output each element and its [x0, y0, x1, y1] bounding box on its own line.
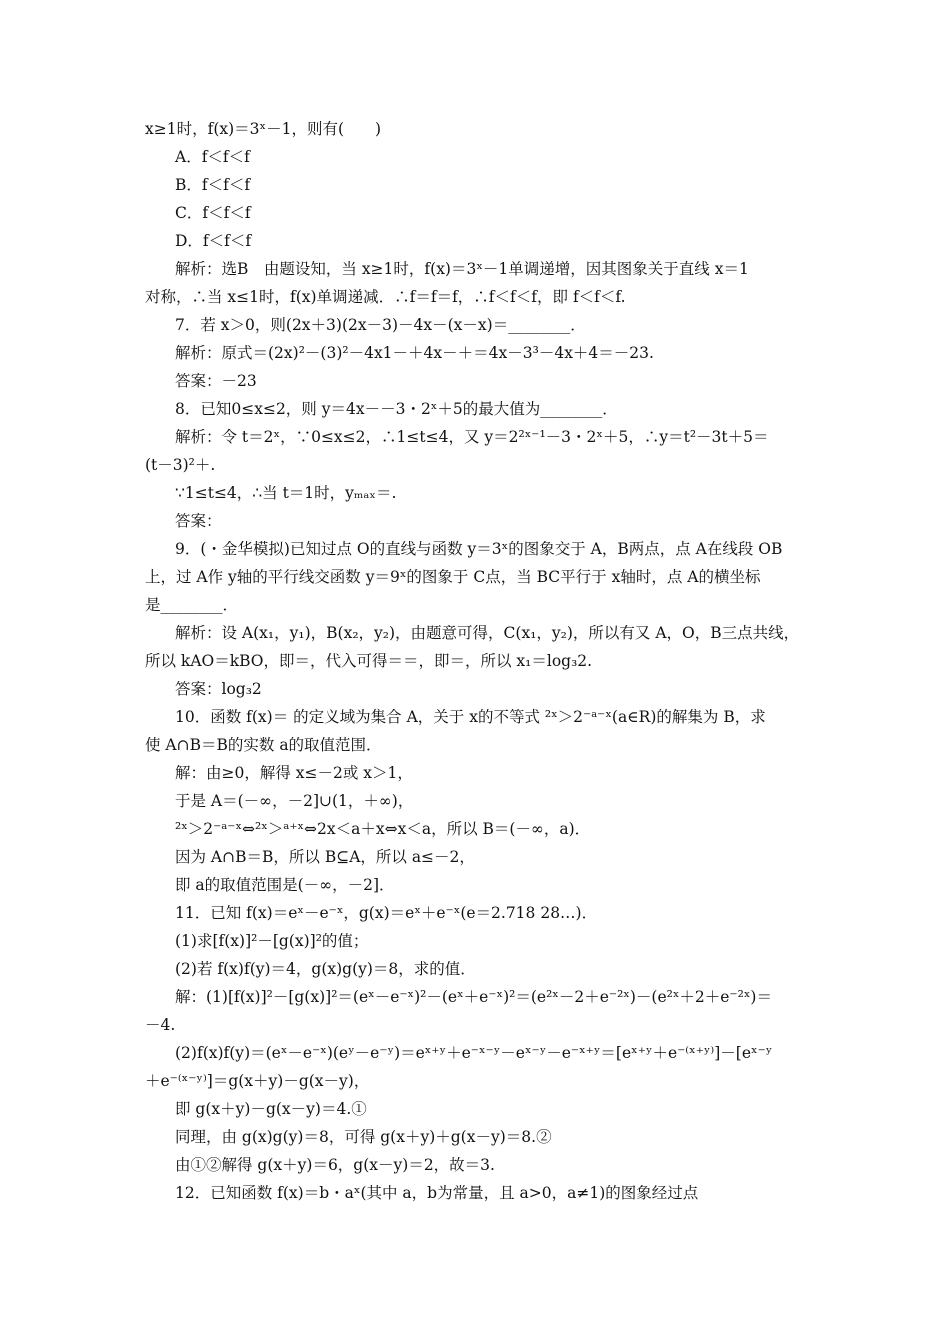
- text-line-11: 8．已知0≤x≤2，则 y＝4x－－3・2ˣ＋5的最大值为________．: [175, 400, 618, 418]
- text-line-1: x≥1时，f(x)＝3ˣ－1，则有( ): [145, 120, 382, 138]
- text-line-30: (1)求[f(x)]²－[g(x)]²的值；: [175, 932, 369, 950]
- text-line-23: 使 A∩B＝B的实数 a的取值范围．: [145, 736, 382, 754]
- text-line-14: ∵1≤t≤4，∴当 t＝1时，yₘₐₓ＝.: [175, 484, 397, 502]
- text-line-15: 答案：: [175, 512, 222, 530]
- text-line-35: ＋e⁻⁽ˣ⁻ʸ⁾]＝g(x＋y)－g(x－y)，: [145, 1072, 370, 1090]
- text-line-25: 于是 A＝(－∞，－2]∪(1，＋∞)，: [175, 792, 414, 810]
- text-line-33: －4.: [145, 1016, 176, 1034]
- text-line-6: 解析：选B 由题设知，当 x≥1时，f(x)＝3ˣ－1单调递增，因其图象关于直线 x＝1: [175, 260, 749, 278]
- text-line-32: 解：(1)[f(x)]²－[g(x)]²＝(eˣ－e⁻ˣ)²－(eˣ＋e⁻ˣ)²＝(e²ˣ－2＋e⁻²ˣ)－(e²ˣ＋2＋e⁻²ˣ)＝: [175, 988, 772, 1006]
- text-line-19: 解析：设 A(x₁，y₁)，B(x₂，y₂)，由题意可得，C(x₁，y₂)，所以有又 A，O，B三点共线，: [175, 624, 800, 642]
- text-line-10: 答案：－23: [175, 372, 257, 390]
- text-line-17: 上，过 A作 y轴的平行线交函数 y＝9ˣ的图象于 C点，当 BC平行于 x轴时，点 A的横坐标: [145, 568, 761, 586]
- text-line-36: 即 g(x＋y)－g(x－y)＝4.①: [175, 1100, 367, 1118]
- text-line-34: (2)f(x)f(y)＝(eˣ－e⁻ˣ)(eʸ－e⁻ʸ)＝eˣ⁺ʸ＋e⁻ˣ⁻ʸ－eˣ⁻ʸ－e⁻ˣ⁺ʸ＝[eˣ⁺ʸ＋e⁻⁽ˣ⁺ʸ⁾]－[eˣ⁻ʸ: [175, 1044, 773, 1062]
- text-line-31: (2)若 f(x)f(y)＝4，g(x)g(y)＝8，求的值．: [175, 960, 476, 978]
- text-line-5: D．f＜f＜f: [175, 232, 252, 250]
- text-line-29: 11．已知 f(x)＝eˣ－e⁻ˣ，g(x)＝eˣ＋e⁻ˣ(e＝2.718 28…)．: [175, 904, 598, 922]
- text-line-38: 由①②解得 g(x＋y)＝6，g(x－y)＝2，故＝3.: [175, 1156, 495, 1174]
- text-line-37: 同理，由 g(x)g(y)＝8，可得 g(x＋y)＋g(x－y)＝8.②: [175, 1128, 552, 1146]
- text-line-28: 即 a的取值范围是(－∞，－2]．: [175, 876, 395, 894]
- text-line-12: 解析：令 t＝2ˣ，∵0≤x≤2，∴1≤t≤4，又 y＝2²ˣ⁻¹－3・2ˣ＋5，∴y＝t²－3t＋5＝: [175, 428, 769, 446]
- text-line-39: 12．已知函数 f(x)＝b・aˣ(其中 a，b为常量，且 a>0，a≠1)的图象经过点: [175, 1184, 699, 1202]
- text-line-2: A．f＜f＜f: [175, 148, 250, 166]
- text-line-16: 9．(・金华模拟)已知过点 O的直线与函数 y＝3ˣ的图象交于 A，B两点，点 A在线段 OB: [175, 540, 783, 558]
- text-line-4: C．f＜f＜f: [175, 204, 251, 222]
- text-block: [145, 115, 820, 1207]
- text-line-24: 解：由≥0，解得 x≤－2或 x＞1，: [175, 764, 413, 782]
- text-line-26: ²ˣ＞2⁻ᵃ⁻ˣ⇔²ˣ＞ᵃ⁺ˣ⇔2x＜a＋x⇔x＜a，所以 B＝(－∞，a)．: [175, 820, 591, 838]
- text-line-7: 对称，∴当 x≤1时，f(x)单调递减．∴f＝f＝f，∴f＜f＜f，即 f＜f＜f.: [145, 288, 626, 306]
- text-line-27: 因为 A∩B＝B，所以 B⊆A，所以 a≤－2，: [175, 848, 475, 866]
- text-line-22: 10．函数 f(x)＝ 的定义域为集合 A，关于 x的不等式 ²ˣ＞2⁻ᵃ⁻ˣ(a∈R)的解集为 B，求: [175, 708, 766, 726]
- text-line-8: 7．若 x＞0，则(2x＋3)(2x－3)－4x－(x－x)＝________．: [175, 316, 586, 334]
- text-line-9: 解析：原式＝(2x)²－(3)²－4x1－＋4x－＋＝4x－3³－4x＋4＝－23.: [175, 344, 654, 362]
- text-line-20: 所以 kAO＝kBO，即＝，代入可得＝＝，即＝，所以 x₁＝log₃2.: [145, 652, 593, 670]
- text-line-21: 答案：log₃2: [175, 680, 262, 698]
- text-line-13: (t－3)²＋.: [145, 456, 216, 474]
- text-line-18: 是________．: [145, 596, 239, 614]
- text-line-3: B．f＜f＜f: [175, 176, 251, 194]
